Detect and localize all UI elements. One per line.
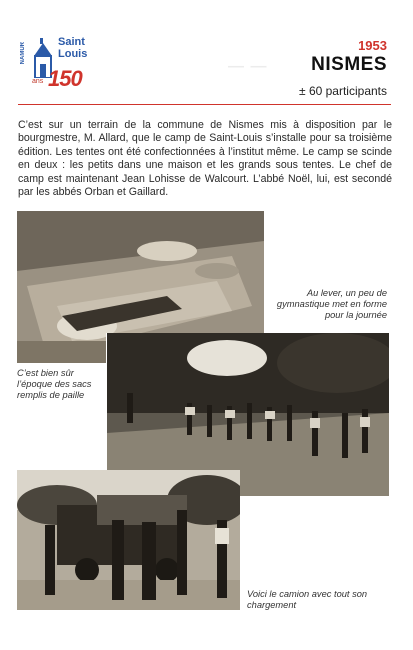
saint-louis-150-logo	[18, 34, 92, 98]
participants-count: ± 60 participants	[299, 84, 387, 98]
caption-truck: Voici le camion avec tout son chargement	[247, 589, 368, 611]
logo-namur-label: NAMUR	[20, 42, 26, 65]
logo-150-number: 150	[48, 66, 82, 91]
photo-loaded-truck	[17, 470, 240, 610]
logo-saint-text: Saint	[58, 36, 85, 48]
year-heading: 1953	[358, 38, 387, 53]
caption-gymnastics: Au lever, un peu de gymnastique met en forme pour la journée	[276, 288, 387, 321]
place-heading: NISMES	[311, 54, 387, 75]
intro-paragraph: C’est sur un terrain de la commune de Nismes mis à disposition par le bourgmestre, M. Allard, que le camp de Saint-Louis s’installe pour sa troisième édition. Les tentes ont été confectionnées à l’institut même. Le camp se scinde en deux : les petits dans une maison et les grands sous tentes. Le chef de camp est maintenant Jean Lohisse de Walcourt. L’abbé Noël, lui, est secondé par les abbés Orban et Gaillard.	[18, 119, 392, 199]
caption-straw-sacks: C’est bien sûr l’époque des sacs remplis de paille	[17, 368, 92, 401]
faded-background-text: — —	[228, 58, 268, 75]
logo-ans-text: ans	[32, 78, 44, 85]
header-divider	[18, 104, 391, 105]
logo-louis-text: Louis	[58, 48, 88, 60]
